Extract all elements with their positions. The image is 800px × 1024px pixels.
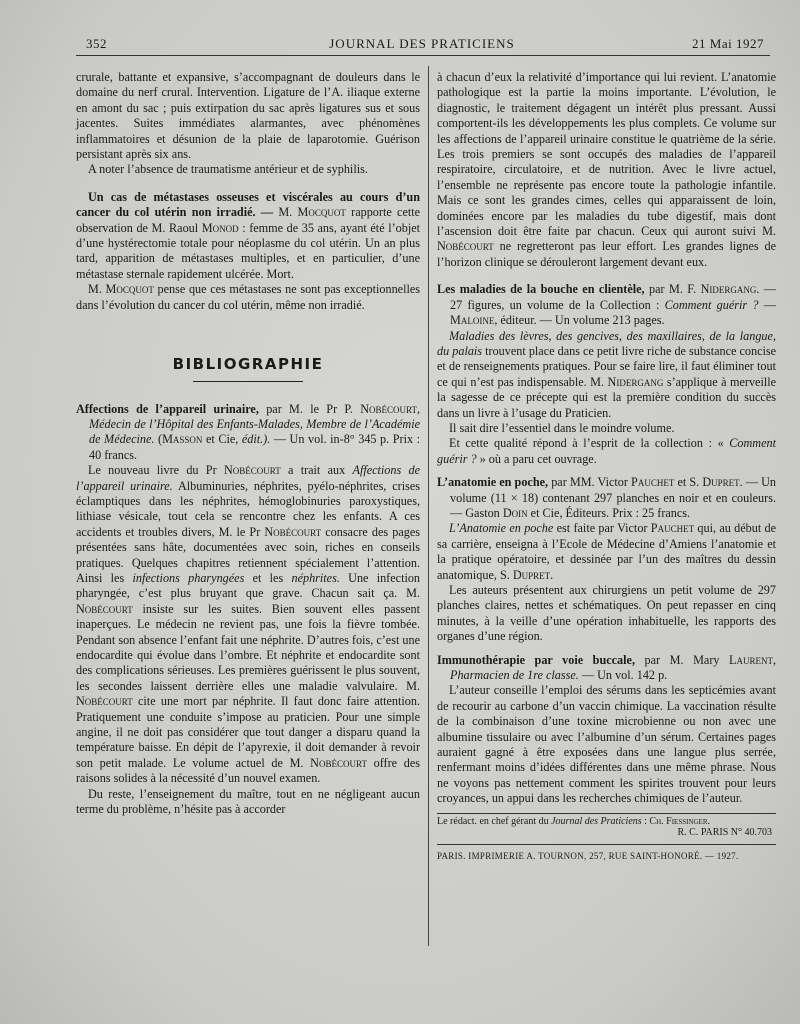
book-entry: L’anatomie en poche, par MM. Victor Pauchet et S. Dupret. — Un volume (11 × 18) contenant 297 planches en noir et en couleurs. — Gaston Doin et Cie, Éditeurs. Prix : 25 francs. [437, 475, 777, 520]
book-title: Les maladies de la bouche en clientèle, [437, 282, 645, 297]
review-text: à chacun d’eux la relativité d’importance qui lui revient. L’anatomie pathologique est la partie la moins importante. L’évolution, le diagnostic, le traitement dégagent un intérêt plus pressant. Aussi comportent-ils les développements les plus complets. Ce volume sur les affections de l’appareil urinaire constitue le quatrième de la série. Les trois premiers se sont occupés des maladies de l’appareil respiratoire, circulatoire, et de nutrition. Avec le livre actuel, l’ensemble ne représente pas encore toute la pathologie infantile. Mais ce sont les grandes cimes, celles qui apparaissent de loin, dominées encore par les maladies du tube digestif, mais dont l’ascension doit être faite par chacun. Ceux qui auront suivi M. Nobécourt ne regretteront pas leur effort. Les grandes lignes de l’horizon clinique se dérouleront largement devant eux. [437, 70, 777, 269]
footer-rule [437, 813, 776, 814]
paragraph: crurale, battante et expansive, s’accompagnant de douleurs dans le domaine du nerf crural. Intervention. Ligature de l’A. iliaque externe en amont du sac ; puis extirpation du sac après ligatures sus et sous jacentes. Suites immédiates alarmantes, avec phénomènes inflammatoires et désunion de la plaie de laparotomie. Guérison persistant après six ans. [76, 70, 420, 162]
paragraph: Et cette qualité répond à l’esprit de la collection : « Comment guérir ? » où a paru cet ouvrage. [437, 436, 776, 466]
editor-credit: Le rédact. en chef gérant du Journal des Praticiens : Ch. Fiessinger. R. C. PARIS N° 40.703 [437, 816, 776, 838]
paragraph: Il sait dire l’essentiel dans le moindre volume. [449, 420, 675, 435]
case-report: Un cas de métastases osseuses et viscérales au cours d’un cancer du col utérin non irradié. — M. Mocquot rapporte cette observation de M. Raoul Monod : femme de 35 ans, ayant été l’objet d’une hystérectomie totale pour néoplasme du col utérin. Un an plus tard, apparition de métastases multiples, et en particulier, d’une métastase sternale rapidement ulcérée. Mort. [76, 189, 421, 281]
registry-number: R. C. PARIS N° 40.703 [677, 826, 772, 838]
column-divider [428, 66, 429, 946]
left-column [76, 70, 420, 817]
book-title: Affections de l’appareil urinaire, [76, 401, 259, 416]
book-entry: Les maladies de la bouche en clientèle, par M. F. Nidergang. — 27 figures, un volume de la Collection : Comment guérir ? — Maloine, éditeur. — Un volume 213 pages. [437, 282, 777, 328]
paragraph: Du reste, l’enseignement du maître, tout en ne négligeant aucun terme du problème, n’hésite pas à accorder [76, 786, 420, 817]
right-column [437, 70, 776, 864]
book-title: Immunothérapie par voie buccale, [437, 652, 635, 667]
review-text: Le nouveau livre du Pr Nobécourt a trait aux Affections de l’appareil urinaire. Albuminuries, néphrites, pyélo-néphrites, crises éclamptiques dans les néphrites, hémoglobinuries paroxystiques, lithiase vésicale, tout cela se rencontre chez les enfants. A ces accidents et troubles divers, M. le Pr Nobécourt consacre des pages présentées sans hâte, documentées avec soin, riches en conseils pratiques. Quelques chapitres retiennent spécialement l’attention. Ainsi les infections pharyngées et les néphrites. Une infection pharyngée, c’est plus bruyant que grave. Chacun sait ça. M. Nobécourt insiste sur les suites. Bien souvent elles passent inaperçues. Le médecin ne revient pas, une fois la fièvre tombée. Pendant son absence l’enfant fait une néphrite. D’autres fois, c’est une endocardite qui évolue dans l’ombre. Et néphrite et endocardite sont des complications sérieuses. Les premières guérissent le plus souvent, les secondes laissent derrière elles une maladie valvulaire. M. Nobécourt cite une mort par néphrite. Il faut donc faire attention. Pratiquement une conduite s’impose au praticien. Pour une simple angine, il ne doit pas considérer que tout danger a disparu quand la température baisse. En dépit de l’apyrexie, il doit demander à revoir son petit malade. Le volume actuel de M. Nobécourt offre des raisons solides à la nécessité d’un nouvel examen. [76, 463, 421, 786]
printer-imprint: PARIS. IMPRIMERIE A. TOURNON, 257, RUE SAINT-HONORÉ. — 1927. [437, 844, 776, 864]
author-name: Monod [201, 220, 239, 235]
book-entry: Immunothérapie par voie buccale, par M. Mary Laurent, Pharmacien de 1re classe. — Un vol. 142 p. [437, 652, 777, 683]
book-entry: Affections de l’appareil urinaire, par M. le Pr P. Nobécourt, Médecin de l’Hôpital des Enfants-Malades, Membre de l’Académie de Médecine. (Masson et Cie, édit.). — Un vol. in-8° 345 p. Prix : 40 francs. [76, 401, 420, 462]
journal-title: JOURNAL DES PRATICIENS [329, 36, 515, 51]
book-title: L’anatomie en poche, [437, 475, 549, 490]
paragraph: M. Mocquot pense que ces métastases ne sont pas exceptionnelles dans l’évolution du cancer du col utérin, même non irradié. [76, 282, 420, 312]
page-header [72, 36, 772, 56]
issue-date: 21 Mai 1927 [692, 36, 764, 51]
header-rule [76, 55, 770, 56]
case-title: Un cas de métastases osseuses et viscérales au cours d’un cancer du col utérin non irradié. — [76, 189, 420, 220]
paragraph: A noter l’absence de traumatisme antérieur et de syphilis. [88, 162, 368, 177]
heading-rule [193, 381, 303, 382]
author-name: Mocquot [297, 205, 346, 220]
section-heading: BIBLIOGRAPHIE [172, 355, 324, 374]
review-text: L’Anatomie en poche est faite par Victor Pauchet qui, au début de sa carrière, enseigna à l’Ecole de Médecine d’Amiens l’anatomie et la pratique opératoire, et dessinée par l’un des maîtres du dessin anatomique, S. Dupret. [437, 521, 777, 582]
paragraph: Les auteurs présentent aux chirurgiens un petit volume de 297 planches claires, nettes et schématiques. On peut repasser en cinq minutes, à la veille d’une opération inhabituelle, les rapports des organes d’une région. [437, 583, 776, 644]
review-text: Maladies des lèvres, des gencives, des maxillaires, de la langue, du palais trouvent place dans ce petit livre riche de substance concise et de renseignements pratiques. Pour se faire lire, il faut éliminer tout ce qui n’est pas indispensable. M. Nidergang s’applique à merveille la sagesse de ce précepte qui est la première condition du succès dans un livre à l’usage du Praticien. [437, 328, 777, 420]
review-text: L’auteur conseille l’emploi des sérums dans les septicémies avant de recourir au carbone d’un vaccin chimique. La vaccination résulte de la combinaison d’une toxine microbienne ou non avec une albumine tissulaire ou avec l’albumine d’un sérum. Certaines pages auraient gagné à être exposées dans une langue plus serrée, renfermant moins d’idées différentes dans une même phrase. Nous ne voyons pas nettement comment les spirites trouvent pour leurs croyances, un appui dans les recherches chimiques de l’auteur. [437, 683, 776, 806]
page-number: 352 [86, 36, 107, 51]
